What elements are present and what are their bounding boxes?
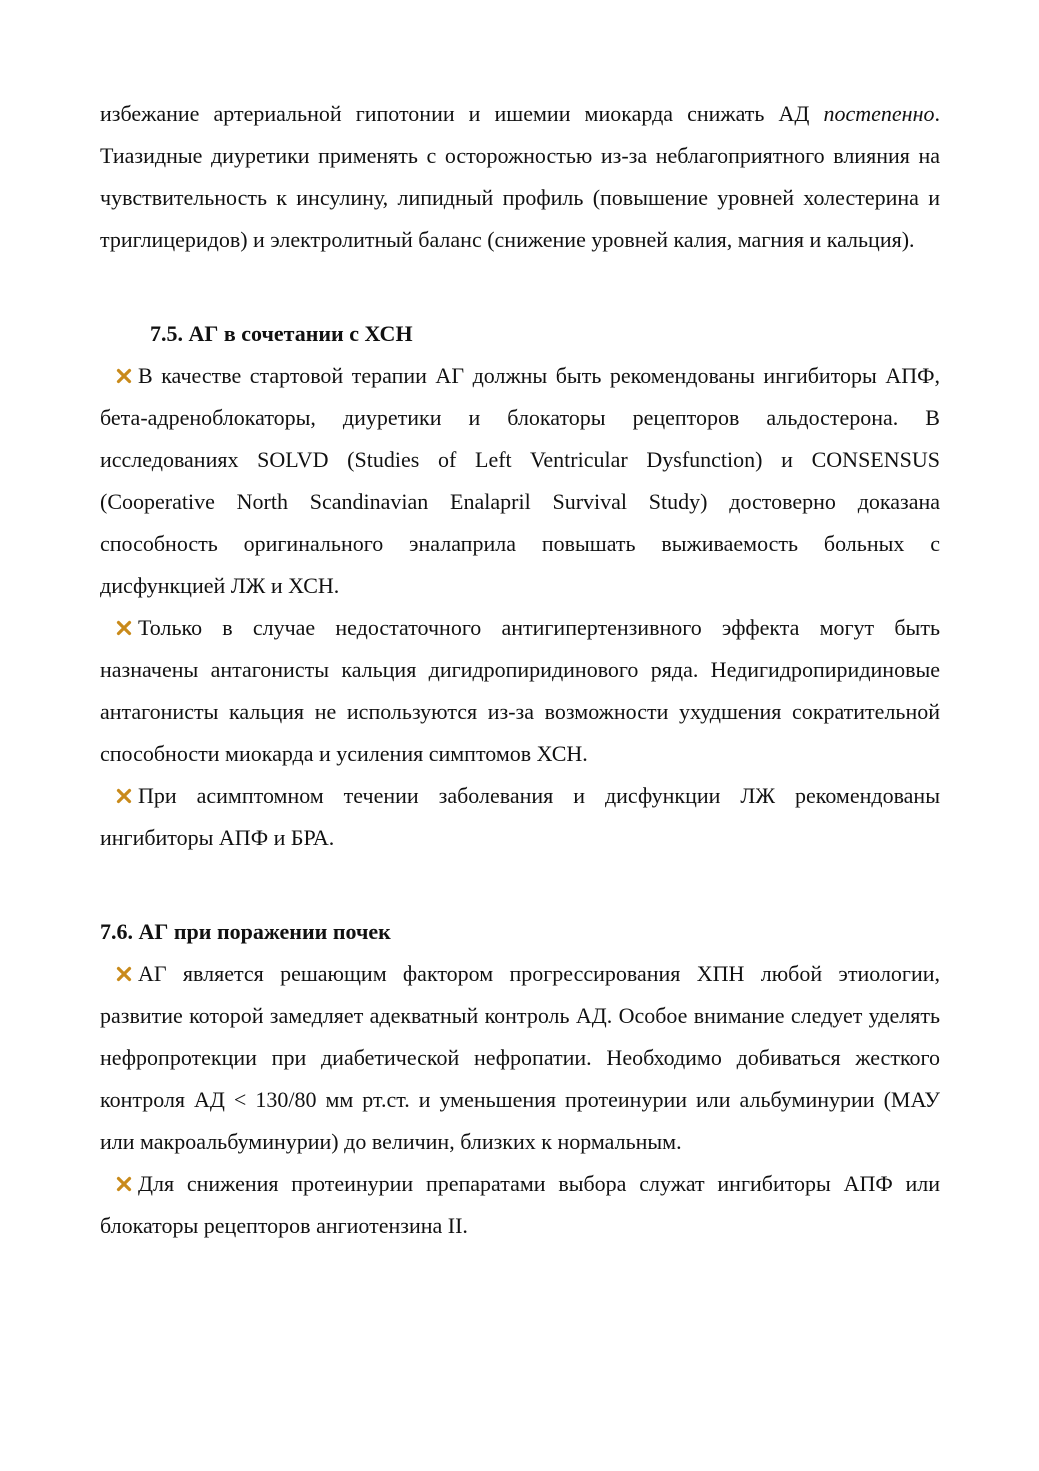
document-page [100, 93, 940, 1247]
bullet-item [100, 775, 940, 859]
section-heading-7-5: 7.5. АГ в сочетании с ХСН [150, 321, 413, 346]
bullet-text: Только в случае недостаточного антигипертензивного эффекта могут быть назначены антагонисты кальция дигидропиридинового ряда. Недигидропиридиновые антагонисты кальция не используются из-за возможности ухудшения сократительной способности миокарда и усиления симптомов ХСН. [100, 615, 940, 766]
bullet-item [100, 355, 940, 607]
intro-text-after: . Тиазидные диуретики применять с осторожностью из-за неблагоприятного влияния на чувствительность к инсулину, липидный профиль (повышение уровней холестерина и триглицеридов) и электролитный баланс (снижение уровней калия, магния и кальция). [100, 101, 940, 252]
bullet-text: Для снижения протеинурии препаратами выбора служат ингибиторы АПФ или блокаторы рецепторов ангиотензина II. [100, 1171, 940, 1238]
bullet-text: В качестве стартовой терапии АГ должны быть рекомендованы ингибиторы АПФ, бета-адреноблокаторы, диуретики и блокаторы рецепторов альдостерона. В исследованиях SOLVD (Studies of Left Ventricular Dysfunction) и CONSENSUS (Cooperative North Scandinavian Enalapril Survival Study) достоверно доказана способность оригинального эналаприла повышать выживаемость больных с дисфункцией ЛЖ и ХСН. [100, 363, 940, 598]
bullet-item [100, 1163, 940, 1247]
bullet-item [100, 607, 940, 775]
intro-emphasis: постепенно [823, 101, 935, 126]
intro-paragraph [100, 93, 940, 261]
bullet-item [100, 953, 940, 1163]
section-heading-7-6: 7.6. АГ при поражении почек [100, 919, 391, 944]
intro-text-before: избежание артериальной гипотонии и ишемии миокарда снижать АД [100, 101, 824, 126]
bullet-text: При асимптомном течении заболевания и дисфункции ЛЖ рекомендованы ингибиторы АПФ и БРА. [100, 783, 940, 850]
bullet-text: АГ является решающим фактором прогрессирования ХПН любой этиологии, развитие которой замедляет адекватный контроль АД. Особое внимание следует уделять нефропротекции при диабетической нефропатии. Необходимо добиваться жесткого контроля АД < 130/80 мм рт.ст. и уменьшения протеинурии или альбуминурии (МАУ или макроальбуминурии) до величин, близких к нормальным. [100, 961, 940, 1154]
